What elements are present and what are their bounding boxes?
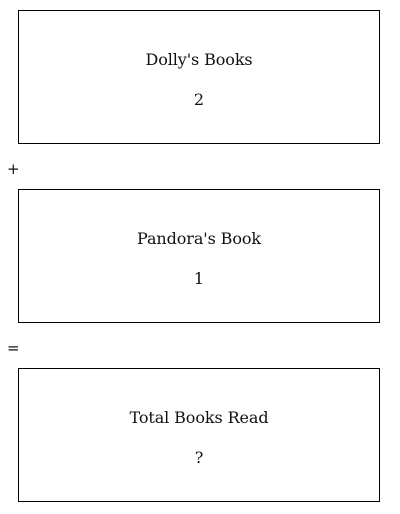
total-books-read-value: ? (194, 448, 204, 467)
dollys-books-label: Dolly's Books (145, 50, 253, 69)
plus-operator: + (7, 160, 20, 178)
pandoras-book-label: Pandora's Book (137, 229, 261, 248)
equals-operator: = (7, 339, 20, 357)
total-books-read-label: Total Books Read (129, 408, 269, 427)
dollys-books-box (18, 10, 380, 144)
pandoras-book-value: 1 (193, 269, 205, 288)
pandoras-book-box (18, 189, 380, 323)
total-books-read-box (18, 368, 380, 502)
dollys-books-value: 2 (193, 90, 205, 109)
